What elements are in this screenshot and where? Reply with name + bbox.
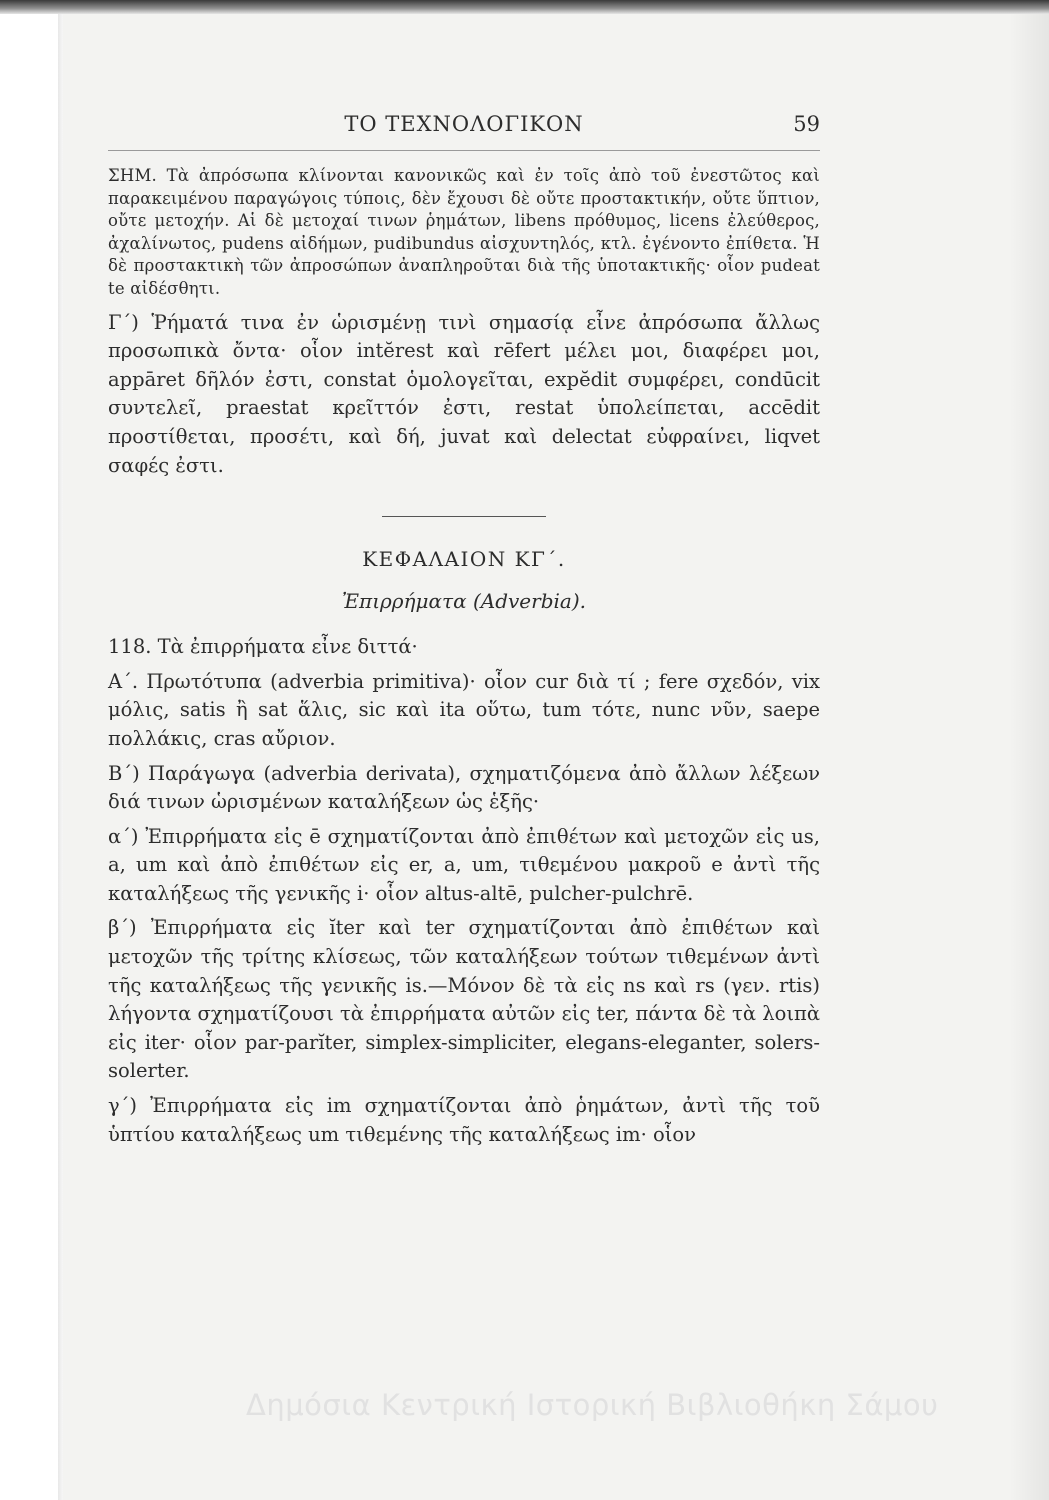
paragraph-beta: β΄) Ἐπιρρήματα εἰς ĭter καὶ ter σχηματίζονται ἀπὸ ἐπιθέτων καὶ μετοχῶν τῆς τρίτης κλίσεως, τῶν καταλήξεων τούτων τιθεμένων ἀντὶ τῆς καταλήξεως τῆς γενικῆς is.—Μόνον δὲ τὰ εἰς ns καὶ rs (γεν. rtis) λήγοντα σχηματίζουσι τὰ ἐπιρρήματα αὐτῶν εἰς ter, πάντα δὲ τὰ λοιπὰ εἰς iter· οἷον par-parĭter, simplex-simpliciter, elegans-eleganter, solers-solerter. (108, 916, 820, 1083)
page-number: 59 (793, 112, 820, 136)
paragraph-alpha: α΄) Ἐπιρρήματα εἰς ē σχηματίζονται ἀπὸ ἐπιθέτων καὶ μετοχῶν εἰς us, a, um καὶ ἀπὸ ἐπιθέτων εἰς er, a, um, τιθεμένου μακροῦ e ἀντὶ τῆς καταλήξεως τῆς γενικῆς i· οἷον altus-altē, pulcher-pulchrē. (108, 824, 820, 905)
note-paragraph: ΣΗΜ. Τὰ ἀπρόσωπα κλίνονται κανονικῶς καὶ ἐν τοῖς ἀπὸ τοῦ ἐνεστῶτος καὶ παρακειμένου παραγώγοις τύποις, δὲν ἔχουσι δὲ οὔτε προστακτικήν, οὔτε ὕπτιον, οὔτε μετοχήν. Αἱ δὲ μετοχαί τινων ῥημάτων, libens πρόθυμος, licens ἐλεύθερος, ἀχαλίνωτος, pudens αἰδήμων, pudibundus αἰσχυντηλός, κτλ. ἐγένοντο ἐπίθετα. Ἡ δὲ προστακτικὴ τῶν ἀπροσώπων ἀναπληροῦται διὰ τῆς ὑποτακτικῆς· οἷον pudeat te αἰδέσθητι. (108, 166, 820, 298)
scan-top-shadow (0, 0, 1049, 14)
page-content (108, 112, 820, 1149)
paragraph-primitiva: Α΄. Πρωτότυπα (adverbia primitiva)· οἷον cur διὰ τί ; fere σχεδόν, vix μόλις, satis ἢ sat ἅλις, sic καὶ ita οὕτω, tum τότε, nunc νῦν, saepe πολλάκις, cras αὔριον. (108, 669, 820, 750)
running-head (108, 112, 820, 146)
section-divider (382, 516, 546, 517)
paragraph-gamma: Γ΄) Ῥήματά τινα ἐν ὡρισμένῃ τινὶ σημασίᾳ εἶνε ἀπρόσωπα ἄλλως προσωπικὰ ὄντα· οἷον intĕrest καὶ rēfert μέλει μοι, διαφέρει μοι, appāret δῆλόν ἐστι, constat ὁμολογεῖται, expĕdit συμφέρει, condūcit συντελεῖ, praestat κρεῖττόν ἐστι, restat ὑπολείπεται, accēdit προστίθεται, προσέτι, καὶ δή, juvat καὶ delectat εὐφραίνει, liqvet σαφές ἐστι. (108, 310, 820, 477)
header-rule (108, 150, 820, 151)
running-title: ΤΟ ΤΕΧΝΟΛΟΓΙΚΟΝ (344, 112, 584, 136)
chapter-title: ΚΕΦΑΛΑΙΟΝ ΚΓ΄. (362, 547, 566, 572)
paragraph-gamma-im: γ΄) Ἐπιρρήματα εἰς im σχηματίζονται ἀπὸ ῥημάτων, ἀντὶ τῆς τοῦ ὑπτίου καταλήξεως um τιθεμένης τῆς καταλήξεως im· οἷον (108, 1094, 820, 1146)
chapter-subtitle: Ἐπιρρήματα (Adverbia). (341, 589, 586, 614)
paragraph-derivata: Β΄) Παράγωγα (adverbia derivata), σχηματιζόμενα ἀπὸ ἄλλων λέξεων διά τινων ὡρισμένων καταλήξεων ὡς ἑξῆς· (108, 761, 820, 814)
page-right-shading (1009, 14, 1049, 1500)
section-118-heading: 118. Τὰ ἐπιρρήματα εἶνε διττά· (108, 635, 418, 659)
library-watermark: Δημόσια Κεντρική Ιστορική Βιβλιοθήκη Σάμου (246, 1388, 939, 1422)
